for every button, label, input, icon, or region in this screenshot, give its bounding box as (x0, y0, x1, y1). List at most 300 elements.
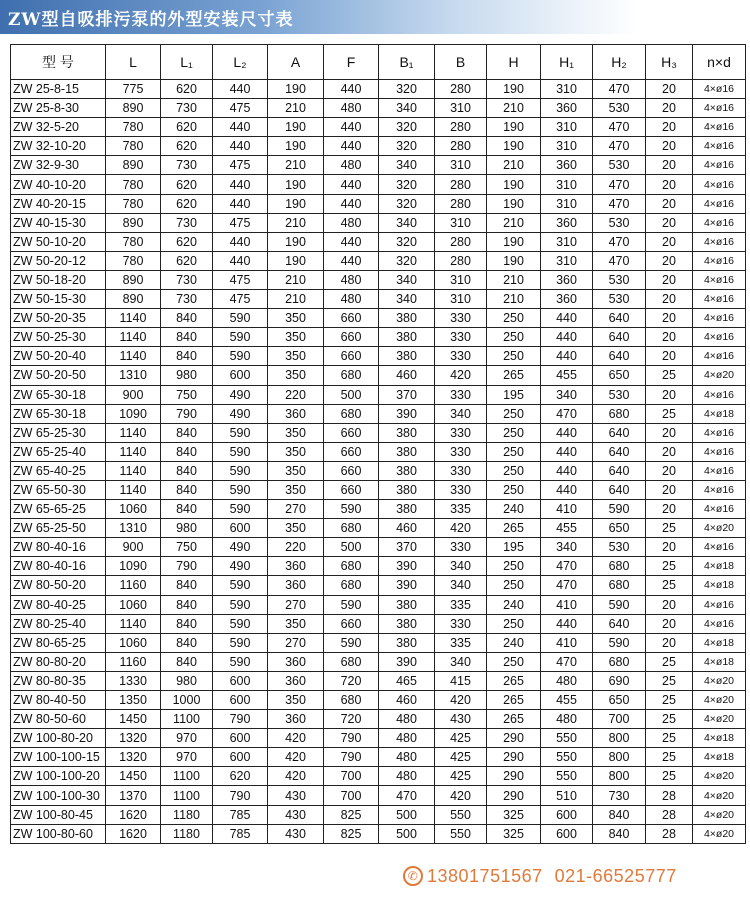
bolt-spec-cell: 4×ø20 (693, 824, 746, 843)
model-cell: ZW 50-20-12 (11, 251, 106, 270)
dimension-cell: 440 (541, 442, 593, 461)
model-cell: ZW 100-80-45 (11, 805, 106, 824)
dimension-cell: 790 (161, 557, 213, 576)
bolt-spec-cell: 4×ø20 (693, 519, 746, 538)
dimension-cell: 360 (268, 404, 324, 423)
dimension-cell: 350 (268, 461, 324, 480)
dimension-cell: 25 (646, 710, 693, 729)
table-header-row (11, 45, 746, 80)
dimension-cell: 340 (541, 538, 593, 557)
model-cell: ZW 100-100-15 (11, 748, 106, 767)
dimension-cell: 25 (646, 557, 693, 576)
bolt-spec-cell: 4×ø20 (693, 691, 746, 710)
dimension-cell: 890 (106, 290, 161, 309)
model-cell: ZW 50-15-30 (11, 290, 106, 309)
dimension-cell: 490 (213, 385, 268, 404)
dimension-cell: 1140 (106, 423, 161, 442)
dimension-cell: 340 (541, 385, 593, 404)
dimension-cell: 660 (324, 614, 379, 633)
model-cell: ZW 50-18-20 (11, 270, 106, 289)
dimension-cell: 20 (646, 442, 693, 461)
table-row (11, 767, 746, 786)
model-cell: ZW 80-50-60 (11, 710, 106, 729)
dimension-cell: 840 (593, 805, 646, 824)
table-row (11, 99, 746, 118)
dimension-cell: 470 (593, 175, 646, 194)
dimension-cell: 190 (487, 232, 541, 251)
dimension-cell: 280 (435, 251, 487, 270)
column-header: F (324, 45, 379, 80)
dimension-cell: 1160 (106, 652, 161, 671)
dimension-cell: 265 (487, 366, 541, 385)
dimension-cell: 440 (541, 347, 593, 366)
dimension-cell: 800 (593, 767, 646, 786)
dimension-cell: 475 (213, 290, 268, 309)
contact-phone: 13801751567 (427, 865, 543, 886)
dimension-cell: 480 (324, 99, 379, 118)
dimension-cell: 475 (213, 270, 268, 289)
bolt-spec-cell: 4×ø16 (693, 328, 746, 347)
bolt-spec-cell: 4×ø16 (693, 270, 746, 289)
dimension-cell: 470 (541, 576, 593, 595)
model-cell: ZW 65-25-50 (11, 519, 106, 538)
dimension-cell: 420 (435, 691, 487, 710)
column-header: B (435, 45, 487, 80)
dimension-cell: 640 (593, 347, 646, 366)
column-header: A (268, 45, 324, 80)
dimension-cell: 310 (435, 99, 487, 118)
dimension-cell: 440 (324, 80, 379, 99)
dimension-cell: 680 (324, 576, 379, 595)
bolt-spec-cell: 4×ø20 (693, 366, 746, 385)
bolt-spec-cell: 4×ø20 (693, 767, 746, 786)
dimension-cell: 730 (161, 156, 213, 175)
bolt-spec-cell: 4×ø16 (693, 309, 746, 328)
dimension-cell: 360 (541, 270, 593, 289)
dimension-cell: 1100 (161, 710, 213, 729)
table-row (11, 480, 746, 499)
model-cell: ZW 50-20-40 (11, 347, 106, 366)
dimension-cell: 210 (268, 213, 324, 232)
dimension-cell: 280 (435, 137, 487, 156)
column-header: n×d (693, 45, 746, 80)
table-row (11, 404, 746, 423)
dimension-cell: 500 (379, 824, 435, 843)
dimension-cell: 265 (487, 671, 541, 690)
dimension-cell: 320 (379, 232, 435, 251)
dimension-cell: 420 (268, 767, 324, 786)
bolt-spec-cell: 4×ø16 (693, 213, 746, 232)
dimension-cell: 440 (541, 614, 593, 633)
dimension-cell: 350 (268, 442, 324, 461)
dimension-cell: 840 (161, 576, 213, 595)
dimension-cell: 840 (161, 480, 213, 499)
dimension-cell: 190 (268, 175, 324, 194)
dimension-cell: 350 (268, 519, 324, 538)
dimension-cell: 530 (593, 538, 646, 557)
dimension-cell: 1140 (106, 347, 161, 366)
dimension-cell: 220 (268, 385, 324, 404)
dimension-cell: 440 (324, 232, 379, 251)
column-header: 型 号 (11, 45, 106, 80)
dimension-cell: 1310 (106, 519, 161, 538)
dimension-cell: 530 (593, 99, 646, 118)
dimension-cell: 1140 (106, 309, 161, 328)
dimension-cell: 335 (435, 595, 487, 614)
dimension-cell: 590 (593, 500, 646, 519)
dimension-cell: 370 (379, 538, 435, 557)
dimension-cell: 360 (268, 576, 324, 595)
dimension-cell: 20 (646, 309, 693, 328)
dimension-cell: 590 (213, 480, 268, 499)
dimension-cell: 840 (161, 652, 213, 671)
dimension-cell: 420 (435, 519, 487, 538)
dimension-cell: 1140 (106, 442, 161, 461)
dimension-cell: 1620 (106, 824, 161, 843)
model-cell: ZW 80-50-20 (11, 576, 106, 595)
table-row (11, 175, 746, 194)
dimension-cell: 700 (593, 710, 646, 729)
dimension-cell: 28 (646, 824, 693, 843)
dimension-cell: 240 (487, 500, 541, 519)
dimension-cell: 360 (268, 671, 324, 690)
table-row (11, 461, 746, 480)
dimension-cell: 470 (593, 251, 646, 270)
dimension-cell: 500 (324, 538, 379, 557)
dimension-cell: 480 (541, 710, 593, 729)
dimension-cell: 290 (487, 748, 541, 767)
dimension-cell: 590 (213, 652, 268, 671)
dimension-cell: 28 (646, 786, 693, 805)
dimension-cell: 440 (324, 194, 379, 213)
dimension-cell: 640 (593, 309, 646, 328)
bolt-spec-cell: 4×ø16 (693, 347, 746, 366)
bolt-spec-cell: 4×ø16 (693, 175, 746, 194)
contact-info (403, 864, 677, 888)
dimension-cell: 660 (324, 309, 379, 328)
dimension-cell: 350 (268, 347, 324, 366)
dimension-cell: 790 (213, 710, 268, 729)
model-cell: ZW 65-65-25 (11, 500, 106, 519)
dimension-cell: 840 (161, 500, 213, 519)
dimension-cell: 360 (541, 99, 593, 118)
dimension-cell: 350 (268, 366, 324, 385)
dimension-cell: 1320 (106, 729, 161, 748)
bolt-spec-cell: 4×ø16 (693, 442, 746, 461)
dimension-cell: 480 (541, 671, 593, 690)
dimension-cell: 620 (161, 251, 213, 270)
dimension-cell: 650 (593, 366, 646, 385)
dimension-cell: 660 (324, 328, 379, 347)
dimension-cell: 785 (213, 805, 268, 824)
dimension-cell: 410 (541, 595, 593, 614)
dimension-cell: 20 (646, 290, 693, 309)
dimension-cell: 500 (379, 805, 435, 824)
dimension-cell: 455 (541, 519, 593, 538)
dimension-cell: 320 (379, 251, 435, 270)
dimension-cell: 310 (541, 194, 593, 213)
dimension-cell: 470 (541, 652, 593, 671)
model-cell: ZW 100-100-30 (11, 786, 106, 805)
dimension-cell: 470 (379, 786, 435, 805)
model-cell: ZW 50-20-50 (11, 366, 106, 385)
table-row (11, 729, 746, 748)
dimension-cell: 190 (268, 194, 324, 213)
dimension-cell: 25 (646, 366, 693, 385)
bolt-spec-cell: 4×ø18 (693, 557, 746, 576)
bolt-spec-cell: 4×ø16 (693, 99, 746, 118)
dimension-cell: 650 (593, 519, 646, 538)
dimension-cell: 420 (435, 786, 487, 805)
dimension-cell: 840 (161, 328, 213, 347)
bolt-spec-cell: 4×ø16 (693, 232, 746, 251)
dimension-cell: 250 (487, 404, 541, 423)
dimension-cell: 785 (213, 824, 268, 843)
dimension-cell: 680 (593, 557, 646, 576)
bolt-spec-cell: 4×ø16 (693, 385, 746, 404)
dimension-cell: 550 (541, 767, 593, 786)
dimension-cell: 440 (541, 423, 593, 442)
dimension-cell: 310 (435, 156, 487, 175)
table-row (11, 519, 746, 538)
dimension-cell: 780 (106, 118, 161, 137)
dimension-cell: 1090 (106, 404, 161, 423)
dimension-cell: 1370 (106, 786, 161, 805)
dimension-cell: 325 (487, 805, 541, 824)
dimension-cell: 330 (435, 442, 487, 461)
dimension-cell: 530 (593, 213, 646, 232)
dimension-cell: 440 (541, 309, 593, 328)
dimension-cell: 590 (213, 500, 268, 519)
dimension-cell: 800 (593, 729, 646, 748)
table-row (11, 290, 746, 309)
dimension-cell: 310 (541, 175, 593, 194)
bolt-spec-cell: 4×ø16 (693, 137, 746, 156)
dimension-cell: 190 (268, 80, 324, 99)
dimension-cell: 440 (213, 251, 268, 270)
dimension-cell: 410 (541, 500, 593, 519)
dimension-cell: 380 (379, 633, 435, 652)
dimension-cell: 730 (593, 786, 646, 805)
dimension-cell: 290 (487, 767, 541, 786)
dimension-cell: 640 (593, 423, 646, 442)
dimension-cell: 590 (593, 595, 646, 614)
dimension-cell: 620 (161, 232, 213, 251)
bolt-spec-cell: 4×ø16 (693, 595, 746, 614)
dimension-cell: 420 (268, 748, 324, 767)
dimension-cell: 190 (487, 194, 541, 213)
dimension-cell: 350 (268, 328, 324, 347)
dimension-cell: 310 (541, 80, 593, 99)
model-cell: ZW 40-10-20 (11, 175, 106, 194)
dimension-cell: 210 (487, 270, 541, 289)
dimension-cell: 20 (646, 270, 693, 289)
bolt-spec-cell: 4×ø18 (693, 652, 746, 671)
dimension-cell: 750 (161, 385, 213, 404)
dimension-cell: 370 (379, 385, 435, 404)
dimension-cell: 490 (213, 404, 268, 423)
dimension-cell: 890 (106, 156, 161, 175)
dimension-cell: 590 (324, 595, 379, 614)
model-cell: ZW 65-30-18 (11, 404, 106, 423)
model-cell: ZW 50-20-35 (11, 309, 106, 328)
dimension-cell: 590 (213, 633, 268, 652)
model-cell: ZW 100-80-60 (11, 824, 106, 843)
phone-icon: ✆ (403, 866, 423, 886)
model-cell: ZW 80-65-25 (11, 633, 106, 652)
dimension-cell: 730 (161, 99, 213, 118)
dimension-cell: 430 (268, 805, 324, 824)
dimension-cell: 190 (487, 118, 541, 137)
table-row (11, 156, 746, 175)
dimension-cell: 330 (435, 347, 487, 366)
dimension-cell: 1320 (106, 748, 161, 767)
dimension-cell: 20 (646, 614, 693, 633)
dimension-cell: 390 (379, 557, 435, 576)
dimension-cell: 220 (268, 538, 324, 557)
dimension-cell: 380 (379, 614, 435, 633)
dimension-cell: 600 (213, 671, 268, 690)
model-cell: ZW 80-80-20 (11, 652, 106, 671)
dimension-cell: 20 (646, 232, 693, 251)
model-cell: ZW 80-80-35 (11, 671, 106, 690)
dimension-cell: 840 (161, 461, 213, 480)
dimension-cell: 290 (487, 786, 541, 805)
model-cell: ZW 65-25-40 (11, 442, 106, 461)
dimension-cell: 380 (379, 500, 435, 519)
bolt-spec-cell: 4×ø16 (693, 500, 746, 519)
dimension-cell: 660 (324, 347, 379, 366)
dimension-cell: 410 (541, 633, 593, 652)
dimension-cell: 550 (541, 729, 593, 748)
dimension-cell: 320 (379, 175, 435, 194)
dimension-cell: 600 (541, 805, 593, 824)
dimension-cell: 250 (487, 480, 541, 499)
dimension-cell: 590 (324, 633, 379, 652)
dimension-cell: 840 (161, 347, 213, 366)
dimension-cell: 530 (593, 385, 646, 404)
dimension-cell: 210 (487, 290, 541, 309)
dimension-cell: 25 (646, 671, 693, 690)
dimension-cell: 310 (541, 137, 593, 156)
dimension-cell: 480 (324, 156, 379, 175)
dimension-cell: 430 (268, 824, 324, 843)
dimension-cell: 360 (268, 710, 324, 729)
dimension-cell: 660 (324, 442, 379, 461)
bolt-spec-cell: 4×ø18 (693, 576, 746, 595)
contact-tel: 021-66525777 (554, 865, 677, 886)
dimension-cell: 20 (646, 213, 693, 232)
dimension-cell: 25 (646, 767, 693, 786)
dimension-cell: 750 (161, 538, 213, 557)
dimension-cell: 28 (646, 805, 693, 824)
dimension-cell: 600 (213, 519, 268, 538)
dimension-cell: 840 (161, 423, 213, 442)
dimension-cell: 25 (646, 652, 693, 671)
dimension-cell: 20 (646, 480, 693, 499)
table-row (11, 270, 746, 289)
dimension-cell: 310 (541, 232, 593, 251)
dimension-cell: 1100 (161, 786, 213, 805)
dimension-cell: 380 (379, 595, 435, 614)
dimension-cell: 210 (268, 270, 324, 289)
dimension-cell: 350 (268, 423, 324, 442)
dimension-cell: 480 (324, 270, 379, 289)
dimension-cell: 25 (646, 404, 693, 423)
table-row (11, 80, 746, 99)
dimension-cell: 1140 (106, 480, 161, 499)
model-cell: ZW 32-10-20 (11, 137, 106, 156)
dimension-cell: 490 (213, 557, 268, 576)
dimension-cell: 470 (593, 137, 646, 156)
dimension-cell: 360 (541, 213, 593, 232)
dimension-cell: 20 (646, 137, 693, 156)
dimension-cell: 590 (213, 309, 268, 328)
dimension-cell: 460 (379, 519, 435, 538)
table-row (11, 633, 746, 652)
model-cell: ZW 80-40-16 (11, 538, 106, 557)
table-row (11, 442, 746, 461)
dimension-cell: 1060 (106, 633, 161, 652)
dimension-cell: 440 (324, 175, 379, 194)
model-cell: ZW 100-100-20 (11, 767, 106, 786)
dimension-cell: 350 (268, 309, 324, 328)
dimension-cell: 455 (541, 691, 593, 710)
dimension-cell: 210 (268, 156, 324, 175)
dimension-cell: 550 (435, 824, 487, 843)
dimension-cell: 190 (487, 251, 541, 270)
dimension-cell: 640 (593, 480, 646, 499)
dimension-cell: 590 (213, 328, 268, 347)
dimension-cell: 440 (324, 251, 379, 270)
dimension-cell: 510 (541, 786, 593, 805)
bolt-spec-cell: 4×ø16 (693, 480, 746, 499)
dimension-cell: 440 (213, 232, 268, 251)
dimension-cell: 800 (593, 748, 646, 767)
dimension-cell: 25 (646, 691, 693, 710)
dimension-cell: 320 (379, 80, 435, 99)
dimension-cell: 600 (213, 691, 268, 710)
dimension-cell: 1450 (106, 767, 161, 786)
column-header: H₃ (646, 45, 693, 80)
dimension-cell: 330 (435, 538, 487, 557)
dimension-cell: 330 (435, 461, 487, 480)
model-cell: ZW 50-10-20 (11, 232, 106, 251)
dimension-cell: 20 (646, 328, 693, 347)
dimension-cell: 20 (646, 461, 693, 480)
dimension-cell: 320 (379, 118, 435, 137)
dimension-cell: 190 (487, 80, 541, 99)
dimension-cell: 340 (435, 404, 487, 423)
dimension-cell: 20 (646, 595, 693, 614)
dimension-cell: 500 (324, 385, 379, 404)
dimension-cell: 600 (213, 366, 268, 385)
model-cell: ZW 65-25-30 (11, 423, 106, 442)
dimension-cell: 840 (161, 614, 213, 633)
dimension-cell: 780 (106, 194, 161, 213)
bolt-spec-cell: 4×ø20 (693, 805, 746, 824)
dimension-cell: 730 (161, 213, 213, 232)
dimension-cell: 590 (213, 461, 268, 480)
dimension-cell: 440 (213, 80, 268, 99)
dimension-cell: 20 (646, 251, 693, 270)
dimension-cell: 350 (268, 691, 324, 710)
dimension-cell: 265 (487, 519, 541, 538)
table-row (11, 423, 746, 442)
table-row (11, 576, 746, 595)
dimension-cell: 20 (646, 385, 693, 404)
dimension-cell: 430 (268, 786, 324, 805)
